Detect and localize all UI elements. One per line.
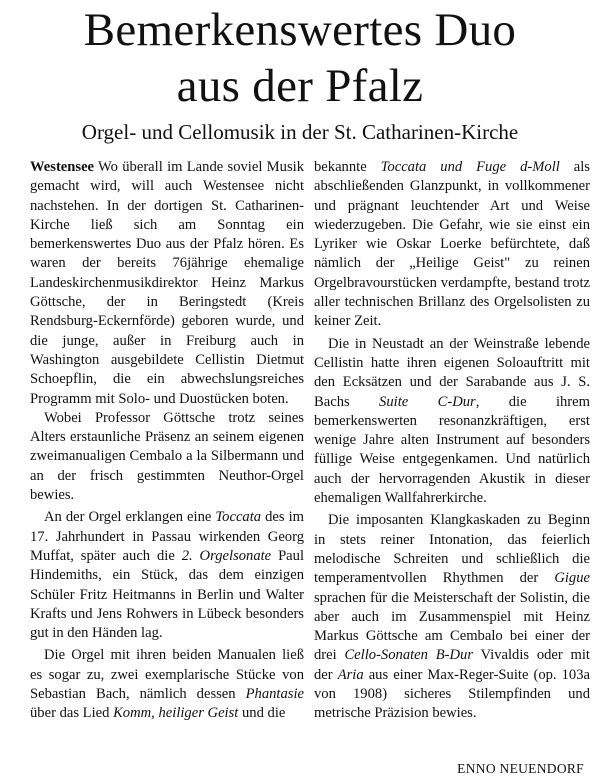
- paragraph-text: Die Orgel mit ihren beiden Manualen ließ es sogar zu, zwei exemplarische Stücke von Sebastian Bach, nämlich dessen: [30, 647, 304, 703]
- article-column-1: [30, 158, 304, 724]
- work-title: Suite C-Dur: [379, 393, 476, 410]
- paragraph-text: bekannte: [314, 159, 381, 175]
- paragraph-text: als abschließenden Glanzpunkt, in vollkommener und prägnant leuchtender Art und Weise wiederzugeben. Die Gefahr, wie sie einst ein Lyriker wie Oskar Loerke befürchtete, daß nämlich der „Heilige Geist" zu reinen Orgelbravourstücken verdampfte, bestand trotz aller technischen Brillanz des Orgelsolisten zu keiner Zeit.: [314, 159, 590, 330]
- paragraph-text: Die imposanten Klangkaskaden zu Beginn in stets reiner Intonation, das feierlich melodische Schreiten und schließlich die temperamentvollen Rhythmen der: [314, 512, 590, 587]
- paragraph: [30, 646, 304, 723]
- work-title: Komm, heiliger Geist: [113, 705, 239, 722]
- paragraph-text: , die ihrem bemerkenswerten resonanzkräftigen, erst wenige Jahre alten Instrument auf besonders füllige Weise entgegenkamen. Und natürlich auch der hervorragenden Akustik in dieser ehemaligen Wallfahrerkirche.: [314, 393, 590, 507]
- paragraph-text: Die in Neustadt an der Weinstraße lebende Cellistin hatte ihren eigenen Soloauftritt mit den Ecksätzen und der Sarabande aus J. S. Bachs: [314, 335, 590, 410]
- paragraph: [314, 158, 590, 332]
- paragraph: [314, 511, 590, 723]
- work-title: 2. Orgelsonate: [181, 547, 272, 564]
- paragraph-text: über das Lied: [30, 705, 114, 722]
- paragraph: Wobei Professor Göttsche trotz seines Alters erstaunliche Präsenz an seinem eigenen zweimanualigen Cembalo a la Silbermann und an der frisch gestimmten Neuthor-Orgel bewies.: [30, 409, 304, 504]
- paragraph-text: sprachen für die Meisterschaft der Solistin, die aber auch im Zusammenspiel mit Heinz Markus Göttsche am Cembalo bei einer der drei: [314, 589, 590, 664]
- headline-line-2: aus der Pfalz: [176, 60, 424, 112]
- work-title: Phantasie: [245, 686, 304, 703]
- paragraph-text: An der Orgel erklangen eine: [44, 509, 216, 526]
- subheadline: Orgel- und Cellomusik in der St. Catharinen-Kirche: [81, 120, 519, 144]
- paragraph: [30, 158, 304, 409]
- author-byline: ENNO NEUENDORF: [457, 761, 584, 776]
- work-title: Cello-Sonaten B-Dur: [344, 647, 473, 664]
- work-title: Toccata: [215, 509, 262, 526]
- work-title: Aria: [337, 666, 364, 683]
- paragraph: [314, 335, 590, 509]
- work-title: Toccata und Fuge d-Moll: [380, 159, 560, 175]
- paragraph-text: und die: [238, 705, 286, 722]
- article-column-2: [314, 158, 590, 724]
- paragraph-text: Vivaldis oder mit der: [314, 647, 590, 683]
- paragraph-text: des im 17. Jahrhundert in Passau wirkenden Georg Muffat, später auch die: [30, 509, 304, 564]
- paragraph-text: aus einer Max-Reger-Suite (op. 103a von 1908) sicheres Stilempfinden und metrische Präzision bewies.: [314, 666, 590, 722]
- paragraph: [30, 508, 304, 643]
- paragraph-text: Wo überall im Lande soviel Musik gemacht wird, will auch Westensee nicht nachstehen. In der dortigen St. Catharinen-Kirche ließ sich am Sonntag ein bemerkenswertes Duo aus der Pfalz hören. Es waren der bereits 76jährige ehemalige Landeskirchenmusikdirektor Heinz Markus Göttsche, der in Beringstedt (Kreis Rendsburg-Eckernförde) geboren wurde, und die junge, außer in Freiburg auch in Washington ausgebildete Cellistin Dietmut Schoepflin, die ein abwechslungsreiches Programm mit Solo- und Duostücken boten.: [30, 159, 304, 407]
- paragraph-text: Paul Hindemiths, ein Stück, das dem einzigen Schüler Fritz Heitmanns in Berlin und Walter Krafts und Jens Rohwers in Lübeck besonders gut in den Händen lag.: [30, 547, 305, 642]
- dateline: Westensee: [30, 159, 95, 175]
- work-title: Gigue: [554, 570, 590, 587]
- headline-line-1: Bemerkenswertes Duo: [83, 4, 517, 56]
